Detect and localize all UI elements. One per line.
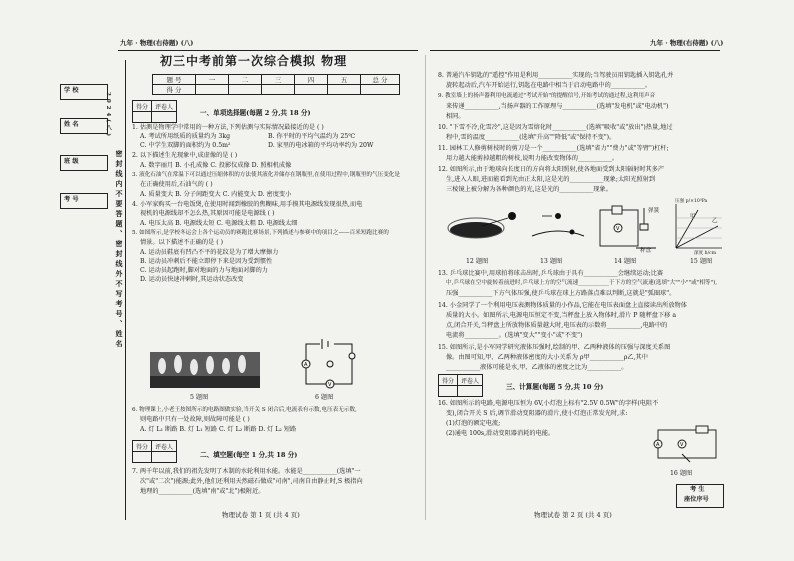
figure-6-caption: 6 题图 [315,394,334,401]
section1-score-label: 得分 [133,101,152,112]
left-page-footer: 物理试卷 第 1 页 (共 4 页) [222,511,300,519]
question-5-option-d: D. 运动员快速冲刺时,其运动状态改变 [140,276,244,283]
score-table [152,74,400,95]
score-cell-2[interactable] [229,85,262,95]
question-13-cont: 中,乒乓球在空中旋转着前进时,乒乓球上方的空气流速___________于下方的空气流速(选填"大""小""或"相等"), [446,280,718,286]
score-header-5: 五 [328,75,361,85]
question-1-option-b: B. 你平时的平均气温约为 25℃ [268,133,356,140]
question-4-cont: 视机的电源线却不怎么热,其原因可能是电源线 ( ) [140,210,275,217]
score-header-3: 三 [262,75,295,85]
seat-label-2: 座位序号 [684,496,709,503]
exam-number-field-label: 考 号 [64,196,79,203]
seat-label: 考 生 [690,486,705,493]
section3-grade-box [438,374,483,397]
score-header-label: 题 号 [153,75,196,85]
section2-title: 二、填空题(每空 1 分,共 18 分) [200,451,298,459]
figure-15-caption: 15 题图 [690,258,713,265]
section2-grade-box [132,440,177,463]
question-14: 14. 小金同学了一个利用电压表测物体质量的小作品,它能在电压表面盘上直接读出所放物体 [438,302,687,309]
question-7-cont2: 地理的___________(选填"南"或"北")极附近。 [140,488,265,495]
section3-title: 三、计算题(每题 5 分,共 10 分) [506,383,604,391]
section1-score-cell[interactable] [133,112,152,123]
question-12: 12. 如图所示,由于地球向长度日的方向将太阳照射,使各地面受到太阳辐射时其多产 [438,166,665,173]
section2-score-cell[interactable] [133,452,152,463]
figure-14-spring-label: 弹簧 [648,208,660,214]
class-field-label: 班 级 [64,158,79,165]
question-5-cont: 情景。以下描述不正确的是 ( ) [140,239,224,246]
svg-text:V: V [616,226,620,232]
question-9-cont2: 相同。 [446,113,465,120]
question-2: 2. 以下描述生光现象中,成虚像的是 ( ) [132,152,238,159]
question-10: 10. "下雪不冷,化雪冷",这是因为雪熔化时___________(选填"吸收"或"放出")热量,地过 [438,124,673,131]
score-cell-5[interactable] [328,85,361,95]
exam-title: 初三中考前第一次综合模拟 物理 [160,54,348,68]
figure-12-earth [446,206,526,246]
question-9: 9. 教室墙上的扬声器利用电流通过"考试开始"的提醒信号,开始考试的通过程,这利用声音 [438,93,656,99]
left-page-header: 九年 · 物理(右侍题) (八) [120,39,194,47]
question-12-cont: 生,进入人眼,进而能看到光由正太阳,这是光的___________现象;太阳光照射到 [446,176,656,183]
section1-title: 一、单项选择题(每题 2 分,共 18 分) [200,109,311,117]
question-15: 15. 如图所示,是小军同学研究液体压强时,绘制的甲、乙两种液体的压强与深度关系图 [438,344,671,351]
question-8: 8. 普通汽车钥匙的"遥控"作用是利用___________实现的;当驾驶员用钥匙插入钥匙孔并 [438,72,674,79]
question-10-cont: 程中,雪的温度___________(选填"升高""降低"或"保持不变")。 [446,134,616,141]
svg-text:V: V [680,442,684,448]
figure-13-pingpong [528,206,590,250]
question-3-options: A. 质量变大 B. 分子间距变大 C. 内能变大 D. 密度变小 [140,191,292,198]
question-1-option-d: D. 家里的电冰箱的平均功率约为 20W [268,142,374,149]
question-7-cont: 次"或"二次")能源;此外,他们还利用天然磁石做成"司南",司南自由静止时,S 极指向 [140,478,363,485]
score-header-total: 总 分 [361,75,400,85]
figure-15-series-b-label: 乙 [712,218,718,224]
figure-15-x-axis-label: 深度 h/cm [694,251,717,256]
question-15-cont: 像。由图可知,甲、乙两种液体密度的大小关系为 ρ甲___________ρ乙,其中 [446,354,648,361]
question-5-option-c: C. 运动员起跑时,脚对地面的力与地面对脚的力 [140,267,268,274]
section3-grader-cell[interactable] [458,386,483,397]
question-6-options: A. 灯 L₁ 断路 B. 灯 L₁ 短路 C. 灯 L₂ 断路 D. 灯 L₂ 短路 [140,426,297,433]
score-header-4: 四 [295,75,328,85]
question-16-part1: (1)灯泡的额定电流; [446,420,501,427]
question-1-option-c: C. 中学生双脚的面积约为 0.5m² [140,142,231,149]
score-cell-total[interactable] [361,85,400,95]
section1-grader-cell[interactable] [152,112,177,123]
right-header-rule [430,50,720,51]
svg-text:A: A [304,362,308,368]
page-divider [425,55,426,520]
svg-text:V: V [328,382,332,388]
question-14-cont3: 电流将___________。(选填"变大""变小"或"不变") [446,332,583,339]
score-cell-4[interactable] [295,85,328,95]
question-1-option-a: A. 考试所用纸质的质量约为 3kg [140,133,231,140]
figure-15-graph [668,200,724,256]
figure-12-caption: 12 题图 [466,258,489,265]
question-11-cont: 用力越大能剪掉越粗的树枝,说明力能改变物体的___________。 [446,155,619,162]
figure-15-y-axis-label: 压强 p/×10³Pa [675,199,708,204]
question-2-options: A. 数字丽月 B. 小孔成像 C. 投影仪成像 D. 照相机成像 [140,162,292,169]
score-cell-1[interactable] [196,85,229,95]
question-5: 5. 如图所示,是学校冬运会上各个运动员的赛跑比赛场景,下列描述与参赛中的项目之——百米短跑比赛的 [132,230,389,236]
question-6: 6. 物理课上,小老王按图所示的电路图做实验,当开关 S 闭合后,电流表有示数,电压表无示数, [132,407,357,413]
figure-16-caption: 16 题图 [670,470,693,477]
question-16-cont: 变),闭合开关 S 后,调节滑动变阻器的滑片,使小灯泡正常发光时,求: [446,410,628,417]
question-4-options: A. 电压太高 B. 电源线太短 C. 电源线太粗 D. 电源线太细 [140,220,298,227]
question-16: 16. 如图所示的电路,电源电压恒为 6V,小灯泡上标有"2.5V 0.5W"的字样(电阻不 [438,400,659,407]
question-16-part2: (2)通电 100s,滑动变阻器消耗的电能。 [446,430,555,437]
section1-grade-box [132,100,177,123]
question-11: 11. 园林工人修剪树枝时的剪刀是一个___________(选填"省力""费力"或"等臂")杠杆; [438,145,669,152]
question-12-cont2: 三棱镜上被分解为各种颜色的光,这是光的___________现象。 [446,186,612,193]
name-field-label: 姓 名 [64,121,79,128]
question-15-cont2: ___________液体可能是水,甲、乙液体的密度之比为___________。 [446,364,628,371]
score-header-2: 二 [229,75,262,85]
year-label: 2024(八) [105,92,111,140]
score-row-label: 得 分 [153,85,196,95]
figure-15-series-a-label: 甲 [690,214,696,220]
question-5-option-a: A. 运动员鞋底有凹凸不平的花纹是为了增大摩擦力 [140,249,279,256]
svg-text:A: A [656,442,660,448]
section3-score-cell[interactable] [439,386,458,397]
section3-grader-label: 评卷人 [458,375,483,386]
figure-14-pan-label: 秤盘 [640,248,652,254]
seal-line-text: 密封线内不要答题、密封线外不写考号、姓名 [115,150,124,350]
question-6-cont: 则电路中只有一处故障,则故障可能是 ( ) [140,416,250,423]
score-header-1: 一 [196,75,229,85]
figure-5-caption: 5 题图 [190,394,209,401]
question-9-cont: 来传递___________,当扬声器的工作原理与___________(选填"发电机"或"电动机") [446,103,669,110]
figure-13-caption: 13 题图 [540,258,563,265]
section2-grader-label: 评卷人 [152,441,177,452]
question-4: 4. 小军家购买一台电饭煲,在使用时闻到橡胶的焦糊味,用手摸其电源线发现很热,而电 [132,201,363,208]
section3-score-label: 得分 [439,375,458,386]
figure-5-race-photo [150,352,260,388]
question-8-cont: 旋转起动后,汽车开始运行,钥匙在电路中相当于启动电路中的___________。 [446,82,652,89]
figure-14-caption: 14 题图 [614,258,637,265]
question-13: 13. 乒乓球比赛中,用球拍将球击出时,乒乓球由于具有___________会继续运动;比赛 [438,270,664,277]
section2-score-label: 得分 [133,441,152,452]
school-field-label: 学 校 [64,87,79,94]
question-3-cont: 在正确使用后,石油气的 ( ) [140,181,213,188]
right-page-footer: 物理试卷 第 2 页 (共 4 页) [534,511,612,519]
seal-line [125,60,126,520]
question-5-option-b: B. 运动员冲刺后不能立即停下来是因为受到惯性 [140,258,273,265]
right-page-header: 九年 · 物理(右侍题) (八) [650,39,724,47]
question-3: 3. 液化石油气在常温下可以通过压缩体积的方法使其液化并储存在钢瓶里,在使用过程中,钢瓶里的气压变化是 [132,172,400,178]
question-14-cont: 质量的大小。如图所示,电源电压恒定不变,当秤盘上放入物体时,滑片 P 随秤盘下移 a [446,312,677,319]
question-1: 1. 估测是物理学中常用的一种方法,下列估测与实际情况最接近的是 ( ) [132,124,324,131]
score-cell-3[interactable] [262,85,295,95]
figure-16-circuit [652,424,722,464]
question-7: 7. 两千年以前,我们的祖先发明了木制的水轮利用水能。水能是___________(选填"一 [132,468,361,475]
section1-grader-label: 评卷人 [152,101,177,112]
section2-grader-cell[interactable] [152,452,177,463]
figure-6-circuit [300,336,360,392]
question-13-cont2: 压强___________下方气体压强,使乒乓球在球上方路落点难以判断,这就是"弧圈球"。 [446,290,676,297]
question-14-cont2: 点,闭合开关,当秤盘上所放物体质量越大时,电压表的示数将___________,电路中的 [446,322,668,329]
left-header-rule [118,50,418,51]
